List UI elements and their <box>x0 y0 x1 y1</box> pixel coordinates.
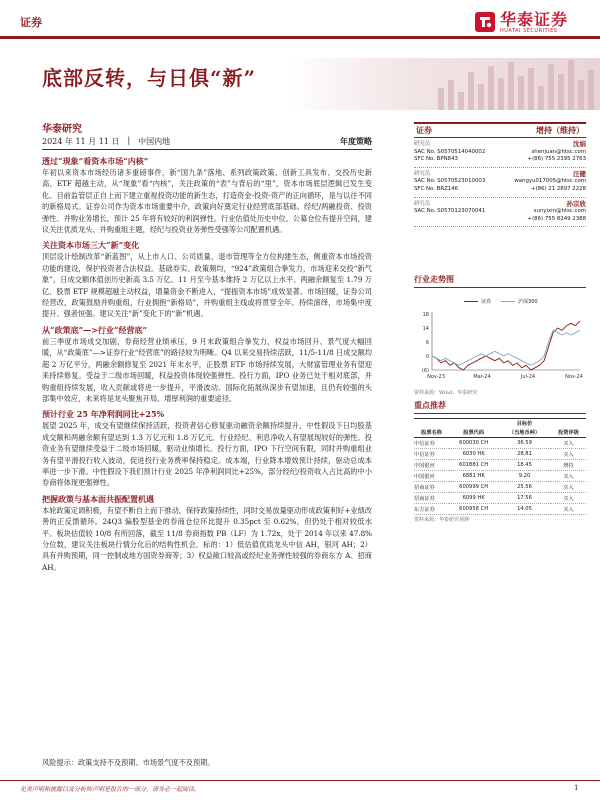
target-price: 9.20 <box>498 471 551 482</box>
analyst-phone: +(86) 21 2897 2228 <box>530 185 586 192</box>
chart-source: 资料来源：Wind，华泰研究 <box>414 390 478 396</box>
report-date: 2024 年 11 月 11 日 <box>42 137 120 146</box>
legend-label: 沪深300 <box>518 299 538 305</box>
table-row <box>414 482 586 493</box>
stock-code: 6099 HK <box>449 493 498 504</box>
footer-rule <box>0 780 600 781</box>
main-column <box>42 156 372 578</box>
section-heading: 关注资本市场三大“新”变化 <box>42 240 140 251</box>
table-header: 股票代码 <box>449 428 498 438</box>
table-header <box>414 419 449 429</box>
table-header <box>551 419 586 429</box>
target-price: 17.56 <box>498 493 551 504</box>
stock-rating: 增持 <box>551 460 586 471</box>
x-tick-label: Jul-24 <box>520 374 536 380</box>
section-body: 前三季度市场成交加剧，券商经营业绩承压，9 月末政策组合拳发力，权益市场回升、景气度大幅回暖，从“政策底”—>证券行业“经营底”的路径较为明晰。Q4 以来交易持续活跃，11/5-11/8 日成交额均超 2 万亿平分，两融余额修复至 2021 年末水平，正股票 ETF 市场持续发展，大财富管理业务有望迎来持续修复。受益于二级市场回暖，权益投资体现较强弹性。投行方面，IPO 业务已处于相对底部，并购重组持续发展，收入贡献或将进一步提升，平滑波动。国际化拓展纵深步有望加速，且仍有较强的头部集中效应，未来将是龙头聚焦开局、增厚利润的重要途径。 <box>42 336 372 403</box>
stock-name: 东方证券 <box>414 504 449 515</box>
target-price: 14.05 <box>498 504 551 515</box>
dateline-separator: | <box>127 136 131 145</box>
chart-box-title: 行业走势图 <box>414 274 586 288</box>
y-tick-label: 6 <box>425 340 429 346</box>
table-row <box>414 493 586 504</box>
stock-rating: 买入 <box>551 449 586 460</box>
target-price: 36.59 <box>498 438 551 449</box>
stock-rating: 买入 <box>551 482 586 493</box>
stock-name: 中国银河 <box>414 471 449 482</box>
huatai-logo-icon <box>474 11 496 33</box>
stocks-table <box>414 418 586 515</box>
section <box>42 409 372 488</box>
stocks-title: 重点推荐 <box>414 400 586 414</box>
analyst-sac: SAC No. S0570514040002 <box>414 148 486 155</box>
analyst-email[interactable]: sunyixin@htsc.com <box>533 208 586 215</box>
analyst-email[interactable]: wangyu017005@htsc.com <box>514 178 586 185</box>
rating-label: 增持（维持） <box>536 125 584 135</box>
table-header: 股票名称 <box>414 428 449 438</box>
section-heading: 透过“现象”看资本市场“内核” <box>42 156 149 166</box>
analyst-card <box>414 198 586 228</box>
analyst-name: 汪健 <box>573 169 586 178</box>
section <box>42 156 372 235</box>
brand-logo <box>474 8 584 36</box>
table-header: 目标价 <box>498 419 551 429</box>
x-tick-label: Nov-24 <box>565 374 583 380</box>
section <box>42 325 372 404</box>
analyst-sfc: SFC No. BRZ146 <box>414 185 459 192</box>
target-price: 28.81 <box>498 449 551 460</box>
recommended-stocks <box>414 400 586 523</box>
stock-code: 600030 CH <box>449 438 498 449</box>
disclaimer-footer: 免责声明和披露以及分析师声明是报告的一部分，请务必一起阅读。 <box>20 786 201 793</box>
analyst-card <box>414 168 586 198</box>
section-body: 年初以来资本市场经历诸多重磅事件，新“国九条”落地、系列政策政策、创新工具发布、交投历史新高、ETF 超越主动，从“现象”看“内核”，关注政策的“表”与背后的“里”，资本市场底层逻辑已发生变化。目前监管层正自上而下建立重视投资功能的新生态，打造资金-投资-资产的正向循环，是与以往不同的新格局式。证券公司作为资本市场重要中介，政策向好奠定行业经营底部基础。经纪/两融投资、投资弹性、并购业务增长，预计 25 年将有较好的利润弹性。行业估值处历史中位，公募仓位有提升空间，建议关注优质龙头、并购重组主题，经纪与投资业务弹性受强等公司配置机遇。 <box>42 168 372 235</box>
table-row <box>414 449 586 460</box>
stock-name: 招商证券 <box>414 482 449 493</box>
analyst-name: 孙宗欣 <box>566 199 586 208</box>
logo-text-en: HUATAI SECURITIES <box>500 27 558 34</box>
stock-rating: 买入 <box>551 438 586 449</box>
analyst-role: 研究员 <box>414 170 431 177</box>
analyst-sfc: SFC No. BPN843 <box>414 156 458 163</box>
analyst-email[interactable]: shenjuan@htsc.com <box>531 148 586 155</box>
analyst-role: 研究员 <box>414 141 431 147</box>
analyst-name: 沈娟 <box>573 140 586 148</box>
analyst-card <box>414 138 586 168</box>
risk-warning: 风险提示：政策支持不及预期、市场景气度不及预期。 <box>42 758 215 767</box>
report-type: 年度策略 <box>340 136 372 146</box>
stock-code: 601881 CH <box>449 460 498 471</box>
stock-code: 600999 CH <box>449 482 498 493</box>
stock-name: 招商证券 <box>414 493 449 504</box>
section-body: 本轮政策定调积极，有望不断自上而下推动，保持政策持续性，同时交易放量驱动形成政策利好+业绩改善的正反馈循环。24Q3 偏股型基金的券商仓位环比提升 0.35pct 至 0.62%，但仍处于相对较低水平。板块估值较 10/8 有所回落，截至 11/8 券商指数 PB（LF）为 1.72x，处于 2014 年以来 47.8% 分位数，建议关注板块行情分化后的结构性机会，标的：1）低估值优质龙头中信 AH，银河 AH；2）具有并购预期，同一控制或地方国资券商等；3）权益敞口较高或经纪业务弹性较强的券商东方 A、招商 AH。 <box>42 505 372 572</box>
stock-name: 中信证券 <box>414 438 449 449</box>
y-tick-label: 14 <box>422 326 429 332</box>
stock-rating: 买入 <box>551 504 586 515</box>
target-price: 25.56 <box>498 482 551 493</box>
table-row <box>414 438 586 449</box>
page-number: 1 <box>574 784 579 792</box>
rating-header <box>414 122 586 138</box>
stock-name: 中国银河 <box>414 460 449 471</box>
dateline <box>42 136 372 147</box>
sector-tag: 证券 <box>20 16 42 29</box>
sector-name: 证券 <box>416 125 432 135</box>
stock-rating: 买入 <box>551 471 586 482</box>
stock-rating: 买入 <box>551 493 586 504</box>
section-heading: 预计行业 25 年净利润同比+25% <box>42 409 165 420</box>
analyst-role: 研究员 <box>414 200 431 207</box>
report-region: 中国内地 <box>138 137 171 146</box>
table-header: 投资评级 <box>551 428 586 438</box>
section-body: 顶层设计绘制改革“新蓝图”，从上市入口、公司质量、退市管理等全方位构建生态，侧重资本市场投资功能的建设，保护投资者合法权益。基础券实、政策频均，“924”政策组合拳发力，市场迎来交投“新气象”，日成交额体值创历史新高 3.5 万亿、11 月至今基本维持 2 万亿以上水平、两融余额复至 1.79 万亿、股票 ETF 规模超越主动权益，增量资金不断进入，“提振资本市场”成效显著。市场回暖，证券公司经营改，政策鼓励并购重组，行业拥抱“新格局”，并购重组主线或将贯穿全年、持续演绎，市场集中度提升、强者恒强。建议关注“新”变化下的“新”机遇。 <box>42 252 372 319</box>
table-row <box>414 471 586 482</box>
table-row <box>414 504 586 515</box>
section-body: 展望 2025 年，成交有望继续保持活跃，投资者信心修复驱动融资余额持续提升，中性假设下日均股基成交额和两融余额有望达到 1.3 万亿元和 1.8 万亿元。行业经纪、利息净收入有望展现较好的弹性。投资业务有望继续受益于二级市场回暖，驱动业绩增长。投行方面，IPO 下行空间有限，同时并购重组业务有望平滑投行收入波动，促进投行业务费率保持稳定。成本端，行业降本增效预计持续，驱动总成本率进一步下滑。中性假设下我们预计行业 2025 年净利润同比+25%，部分经纪/投资收入占比高的中小券商将体现更强弹性。 <box>42 421 372 488</box>
stock-code: 600958 CH <box>449 504 498 515</box>
analyst-phone: +(86) 755 2395 2763 <box>527 156 586 163</box>
decorative-band <box>288 58 600 110</box>
stock-code: 6030 HK <box>449 449 498 460</box>
table-header <box>449 419 498 429</box>
table-header: （当地币种） <box>498 428 551 438</box>
section-heading: 从“政策底”—>行业“经营底” <box>42 324 148 335</box>
y-tick-label: 18 <box>422 312 429 318</box>
legend-item <box>501 298 538 305</box>
section-heading: 把握政策与基本面共振配置机遇 <box>42 493 154 504</box>
series-line <box>432 330 580 365</box>
logo-text-cn: 华泰证券 <box>500 9 569 29</box>
stock-code: 6881 HK <box>449 471 498 482</box>
y-tick-label: 0 <box>425 354 429 360</box>
research-label: 华泰研究 <box>42 124 82 135</box>
analyst-phone: +(86) 755 8249 2388 <box>527 215 586 222</box>
section <box>42 240 372 319</box>
legend-label: 证券 <box>481 299 492 305</box>
section <box>42 494 372 573</box>
analyst-sac: SAC No. S0570523010003 <box>414 178 486 185</box>
dateline-rule <box>42 149 372 150</box>
sector-trend-chart <box>414 274 586 396</box>
target-price: 18.45 <box>498 460 551 471</box>
stock-name: 中信证券 <box>414 449 449 460</box>
stocks-source: 资料来源：华泰研究预测 <box>414 517 470 523</box>
header-rule <box>0 36 600 39</box>
x-tick-label: Nov-23 <box>427 374 445 380</box>
x-tick-label: Mar-24 <box>473 374 491 380</box>
analyst-sac: SAC No. S0570123070041 <box>414 208 486 215</box>
sidebar <box>414 122 586 227</box>
legend-item <box>464 298 491 305</box>
y-tick-label: (6) <box>421 368 429 374</box>
chart-legend <box>464 298 538 305</box>
table-row <box>414 460 586 471</box>
report-title: 底部反转，与日俱“新” <box>42 66 257 90</box>
